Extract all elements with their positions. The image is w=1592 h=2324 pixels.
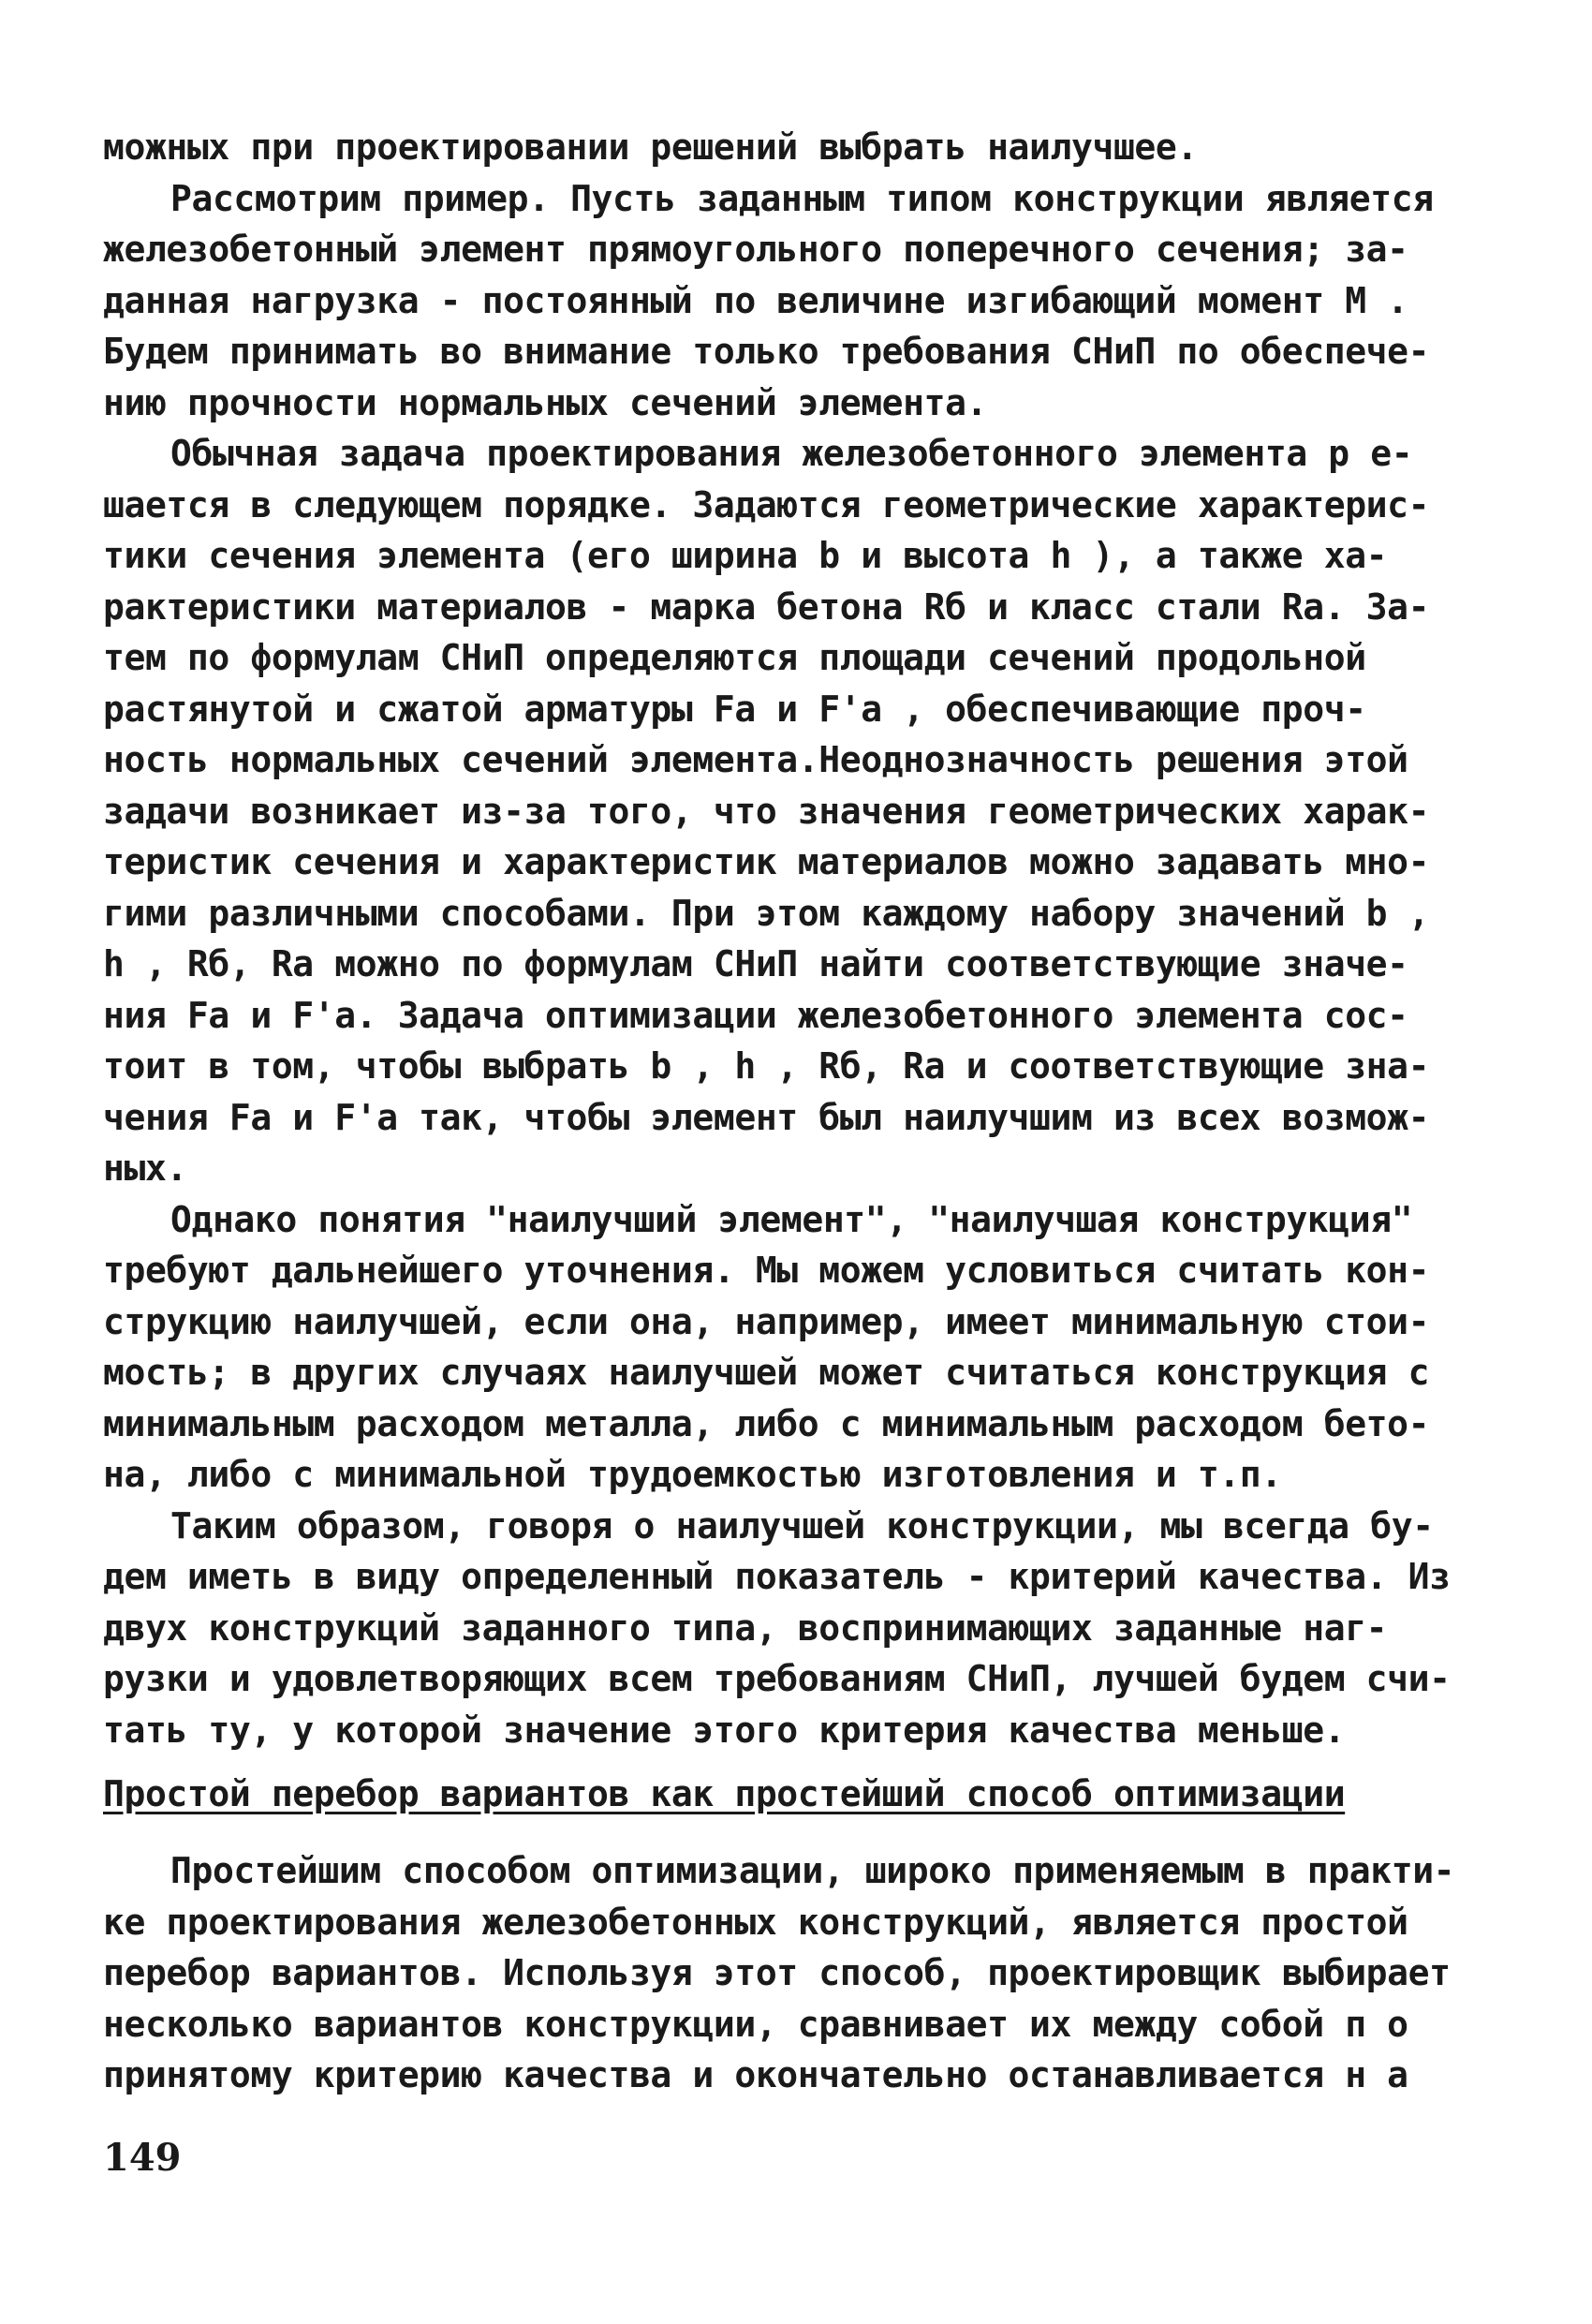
text-after-heading [103,1845,1461,2101]
text-line: на, либо с минимальной трудоемкостью изготовления и т.п. [103,1454,1282,1495]
paragraph-4 [103,1501,1461,1756]
paragraph-3 [103,1194,1461,1501]
section-heading: Простой перебор вариантов как простейший способ оптимизации [103,1773,1346,1814]
text-line: растянутой и сжатой арматуры Fa и F'a , обеспечивающие проч- [103,688,1366,730]
text-line: рузки и удовлетворяющих всем требованиям СНиП, лучшей будем счи- [103,1658,1451,1699]
paragraph-0 [103,122,1461,173]
text-line: ния Fа и F'а. Задача оптимизации железобетонного элемента сос- [103,994,1408,1036]
page-body [103,122,1461,2101]
text-line: железобетонный элемент прямоугольного поперечного сечения; за- [103,229,1408,270]
paragraph-5 [103,1845,1461,2101]
text-line: теристик сечения и характеристик материалов можно задавать мно- [103,841,1430,882]
text-line: рактеристики материалов - марка бетона Rб и класс стали Rа. За- [103,585,1430,628]
text-line: ке проектирования железобетонных конструкций, является простой [103,1901,1408,1943]
text-line: гими различными способами. При этом каждому набору значений b , [103,892,1430,934]
text-line: тики сечения элемента (его ширина b и высота h ), а также ха- [103,535,1388,576]
text-line: двух конструкций заданного типа, воспринимающих заданные наг- [103,1606,1388,1649]
text-line: тоит в том, чтобы выбрать b , h , Rб, Rа и соответствующие зна- [103,1045,1430,1087]
text-line: струкцию наилучшей, если она, например, имеет минимальную стои- [103,1300,1430,1342]
text-line: нию прочности нормальных сечений элемента. [103,381,988,423]
text-line: перебор вариантов. Используя этот способ, проектировщик выбирает [103,1952,1451,1993]
text-line: шается в следующем порядке. Задаются геометрические характерис- [103,483,1430,525]
text-line: принятому критерию качества и окончательно останавливается н а [103,2054,1408,2095]
text-line: дем иметь в виду определенный показатель - критерий качества. Из [103,1556,1451,1597]
text-line: Обычная задача проектирования железобетонного элемента р е- [170,433,1413,474]
text-line: h , Rб, Rа можно по формулам СНиП найти соответствующие значе- [103,943,1408,984]
text-line: тем по формулам СНиП определяются площади сечений продольной [103,637,1366,678]
text-line: задачи возникает из-за того, что значения геометрических харак- [103,790,1430,832]
text-line: Рассмотрим пример. Пусть заданным типом конструкции является [170,177,1434,219]
text-line: минимальным расходом металла, либо с минимальным расходом бето- [103,1402,1430,1444]
text-line: ность нормальных сечений элемента.Неоднозначность решения этой [103,739,1408,780]
text-line: Будем принимать во внимание только требования СНиП по обеспече- [103,331,1430,372]
text-line: чения Fа и F'а так, чтобы элемент был наилучшим из всех возмож- [103,1096,1430,1138]
text-line: данная нагрузка - постоянный по величине изгибающий момент М . [103,279,1408,321]
page-number: 149 [103,2136,182,2180]
text-line: можных при проектировании решений выбрать наилучшее. [103,126,1198,168]
text-before-heading [103,122,1461,1755]
text-line: Простейшим способом оптимизации, широко применяемым в практи- [170,1850,1455,1891]
paragraph-1 [103,173,1461,429]
paragraph-2 [103,428,1461,1194]
text-line: Однако понятия "наилучший элемент", "наилучшая конструкция" [170,1198,1413,1240]
text-line: требуют дальнейшего уточнения. Мы можем условиться считать кон- [103,1250,1430,1291]
text-line: мость; в других случаях наилучшей может считаться конструкция с [103,1352,1430,1393]
text-line: тать ту, у которой значение этого критерия качества меньше. [103,1709,1346,1751]
text-line: Таким образом, говоря о наилучшей конструкции, мы всегда бу- [170,1504,1434,1547]
text-line: несколько вариантов конструкции, сравнивает их между собой п о [103,2003,1408,2045]
text-line: ных. [103,1147,187,1189]
